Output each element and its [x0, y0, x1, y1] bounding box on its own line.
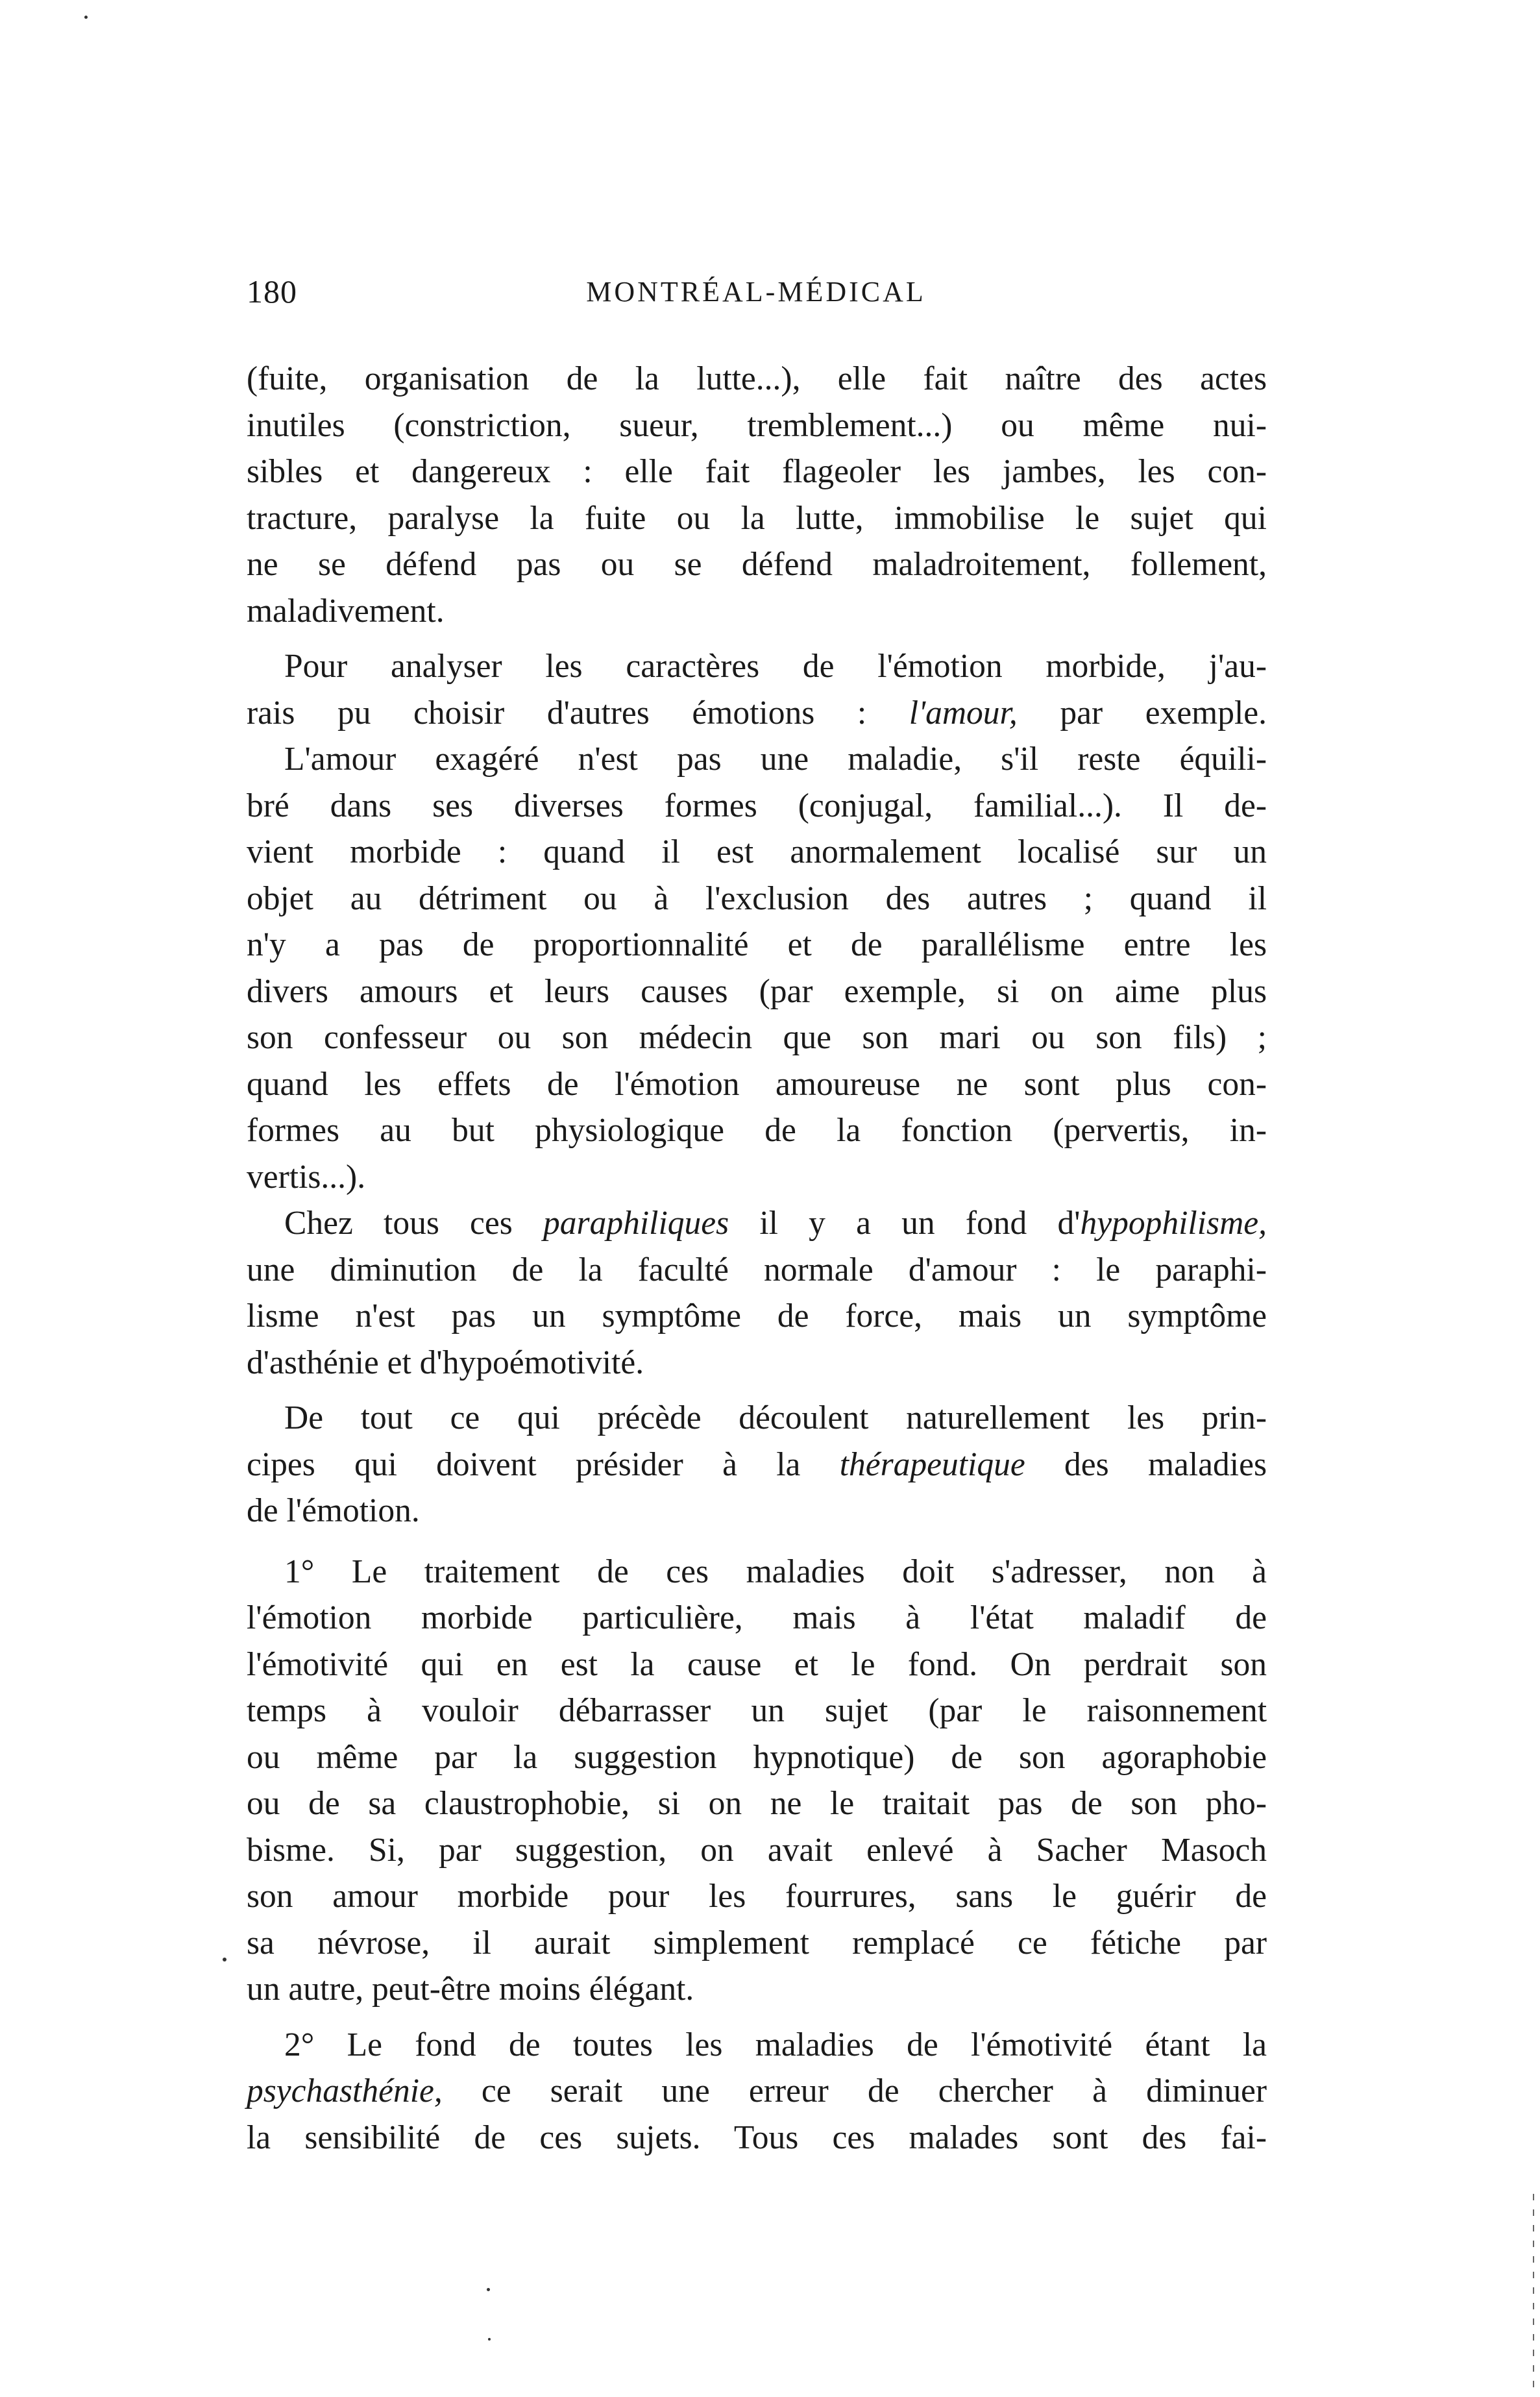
paragraph-2 — [247, 643, 1267, 736]
text-line: son confesseur ou son médecin que son mari ou son fils) ; — [247, 1019, 1267, 1056]
paragraph-5 — [247, 1395, 1267, 1534]
text-line: (fuite, organisation de la lutte...), elle fait naître des actes — [247, 360, 1267, 397]
page-number: 180 — [247, 273, 297, 310]
text-segment: ce serait une erreur de chercher à diminuer — [481, 2072, 1267, 2109]
text-line: formes au but physiologique de la fonction (pervertis, in- — [247, 1112, 1267, 1149]
text-line: De tout ce qui précède découlent naturellement les prin- — [284, 1399, 1267, 1436]
text-line: vient morbide : quand il est anormalement localisé sur un — [247, 833, 1267, 870]
text-line: bisme. Si, par suggestion, on avait enlevé à Sacher Masoch — [247, 1831, 1267, 1869]
text-segment: cipes qui doivent présider à la — [247, 1445, 801, 1483]
text-segment: rais pu choisir d'autres émotions : — [247, 694, 867, 731]
text-line: 1° Le traitement de ces maladies doit s'adresser, non à — [284, 1553, 1267, 1590]
scan-speck — [488, 2338, 491, 2341]
paragraph-4 — [247, 1200, 1267, 1386]
text-line: objet au détriment ou à l'exclusion des autres ; quand il — [247, 879, 1267, 917]
italic-term: paraphiliques — [543, 1205, 729, 1242]
text-line: Pour analyser les caractères de l'émotion morbide, j'au- — [284, 648, 1267, 685]
text-line: l'émotion morbide particulière, mais à l'état maladif de — [247, 1599, 1267, 1636]
text-line: la sensibilité de ces sujets. Tous ces malades sont des fai- — [247, 2119, 1267, 2156]
paragraph-6 — [247, 1549, 1267, 2013]
text-line: l'émotivité qui en est la cause et le fond. On perdrait son — [247, 1645, 1267, 1683]
text-line: d'asthénie et d'hypoémotivité. — [247, 1344, 644, 1381]
text-line: divers amours et leurs causes (par exemple, si on aime plus — [247, 972, 1267, 1010]
scan-edge-mark — [1533, 2194, 1534, 2389]
text-line: L'amour exagéré n'est pas une maladie, s'il reste équili- — [284, 741, 1267, 778]
text-line — [247, 1200, 1267, 1247]
text-line: une diminution de la faculté normale d'amour : le paraphi- — [247, 1251, 1267, 1288]
text-segment: par exemple. — [1060, 694, 1267, 731]
text-line: sa névrose, il aurait simplement remplacé ce fétiche par — [247, 1924, 1267, 1961]
text-line: inutiles (constriction, sueur, tremblement...) ou même nui- — [247, 406, 1267, 444]
scan-speck — [487, 2288, 490, 2291]
page-header — [247, 273, 1265, 318]
text-line: sibles et dangereux : elle fait flageoler les jambes, les con- — [247, 453, 1267, 490]
text-line — [247, 690, 1267, 737]
text-line: ne se défend pas ou se défend maladroitement, follement, — [247, 546, 1267, 583]
italic-term: thérapeutique — [839, 1445, 1025, 1483]
italic-term: psychasthénie, — [247, 2072, 443, 2109]
text-line: tracture, paralyse la fuite ou la lutte, immobilise le sujet qui — [247, 499, 1267, 537]
text-line: ou de sa claustrophobie, si on ne le traitait pas de son pho- — [247, 1785, 1267, 1822]
scan-speck — [84, 16, 88, 19]
text-line: temps à vouloir débarrasser un sujet (par le raisonnement — [247, 1692, 1267, 1729]
text-line: ou même par la suggestion hypnotique) de son agoraphobie — [247, 1738, 1267, 1776]
text-line — [247, 1442, 1267, 1488]
text-segment: des maladies — [1064, 1445, 1267, 1483]
italic-term: l'amour, — [909, 694, 1018, 731]
body-text — [247, 356, 1267, 2161]
paragraph-3 — [247, 736, 1267, 1200]
running-title: MONTRÉAL-MÉDICAL — [586, 276, 926, 308]
text-line: maladivement. — [247, 592, 445, 630]
text-line: son amour morbide pour les fourrures, sans le guérir de — [247, 1878, 1267, 1915]
scan-speck — [223, 1958, 226, 1961]
paragraph-1 — [247, 356, 1267, 634]
text-line: un autre, peut-être moins élégant. — [247, 1971, 694, 2008]
italic-term: hypophilisme, — [1080, 1205, 1267, 1242]
text-line: vertis...). — [247, 1158, 366, 1196]
text-segment: Chez tous ces — [284, 1205, 513, 1242]
text-line: 2° Le fond de toutes les maladies de l'émotivité étant la — [284, 2026, 1267, 2063]
text-line — [247, 2068, 1267, 2115]
text-line: quand les effets de l'émotion amoureuse ne sont plus con- — [247, 1065, 1267, 1103]
text-line: n'y a pas de proportionnalité et de parallélisme entre les — [247, 926, 1267, 963]
text-segment: il y a un fond d' — [759, 1205, 1081, 1242]
text-line: lisme n'est pas un symptôme de force, mais un symptôme — [247, 1297, 1267, 1334]
text-line: de l'émotion. — [247, 1492, 420, 1529]
paragraph-7 — [247, 2022, 1267, 2161]
text-line: bré dans ses diverses formes (conjugal, familial...). Il de- — [247, 787, 1267, 824]
